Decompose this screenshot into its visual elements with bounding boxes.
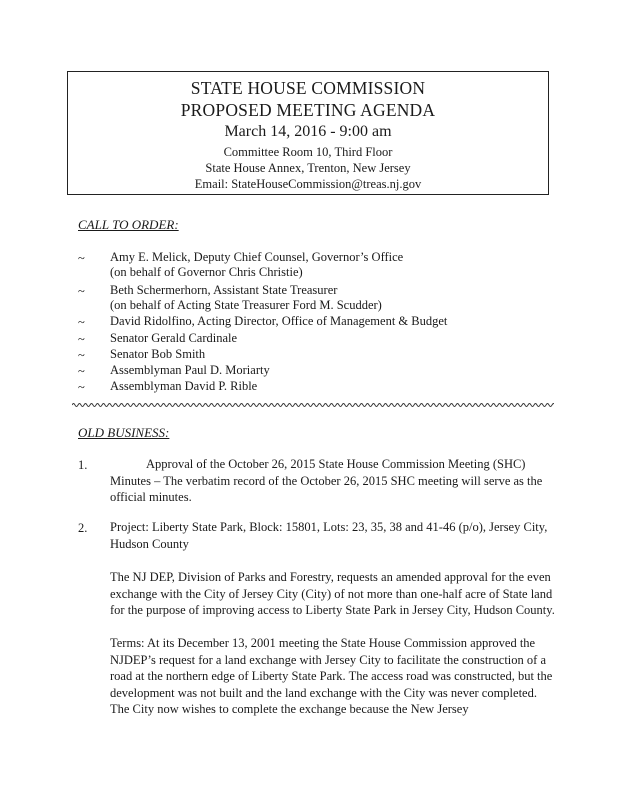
- call-to-order-heading: CALL TO ORDER:: [78, 217, 179, 232]
- attendee-name: Amy E. Melick, Deputy Chief Counsel, Governor’s Office: [110, 250, 404, 264]
- attendee-note: (on behalf of Acting State Treasurer Ford M. Scudder): [110, 298, 382, 312]
- attendee-name: Assemblyman David P. Rible: [110, 379, 258, 393]
- attendee-name: Assemblyman Paul D. Moriarty: [110, 363, 270, 377]
- attendee-name: David Ridolfino, Acting Director, Office of Management & Budget: [110, 314, 448, 328]
- tilde-bullet: ~: [78, 380, 85, 394]
- tilde-bullet: ~: [78, 348, 85, 362]
- attendee-name: Senator Gerald Cardinale: [110, 331, 238, 345]
- meeting-building: State House Annex, Trenton, New Jersey: [205, 161, 411, 175]
- meeting-room: Committee Room 10, Third Floor: [223, 145, 393, 159]
- tilde-bullet: ~: [78, 251, 85, 265]
- attendee-name: Senator Bob Smith: [110, 347, 206, 361]
- wavy-divider: [72, 399, 554, 411]
- attendee-name: Beth Schermerhorn, Assistant State Treasurer: [110, 283, 338, 297]
- item-2-description: The NJ DEP, Division of Parks and Forestry, requests an amended approval for the even exchange with the City of Jersey City (City) of not more than one-half acre of State land for the purpose of improving access to Liberty State Park in Jersey City, Hudson County.: [110, 570, 555, 617]
- old-business-heading: OLD BUSINESS:: [78, 425, 170, 440]
- item-2-terms: Terms: At its December 13, 2001 meeting the State House Commission approved the NJDEP’s request for a land exchange with Jersey City to facilitate the construction of a road at the northern edge of Liberty State Park. The access road was constructed, but the development was not built and the land exchange with the City was never completed. The City now wishes to complete the exchange because the New Jersey: [110, 636, 553, 716]
- contact-email: Email: StateHouseCommission@treas.nj.gov: [194, 177, 422, 191]
- meeting-date: March 14, 2016 - 9:00 am: [224, 123, 392, 140]
- item-1-text: Approval of the October 26, 2015 State House Commission Meeting (SHC) Minutes – The verbatim record of the October 26, 2015 SHC meeting will serve as the official minutes.: [110, 457, 543, 504]
- agenda-header-box: [67, 71, 549, 195]
- agenda-title: PROPOSED MEETING AGENDA: [180, 100, 436, 120]
- tilde-bullet: ~: [78, 364, 85, 378]
- commission-title: STATE HOUSE COMMISSION: [190, 78, 426, 98]
- item-number: 1.: [78, 458, 88, 472]
- item-number: 2.: [78, 521, 88, 535]
- tilde-bullet: ~: [78, 284, 85, 298]
- attendee-note: (on behalf of Governor Chris Christie): [110, 265, 303, 279]
- tilde-bullet: ~: [78, 315, 85, 329]
- item-2-project: Project: Liberty State Park, Block: 15801, Lots: 23, 35, 38 and 41-46 (p/o), Jersey City, Hudson County: [110, 520, 548, 551]
- tilde-bullet: ~: [78, 332, 85, 346]
